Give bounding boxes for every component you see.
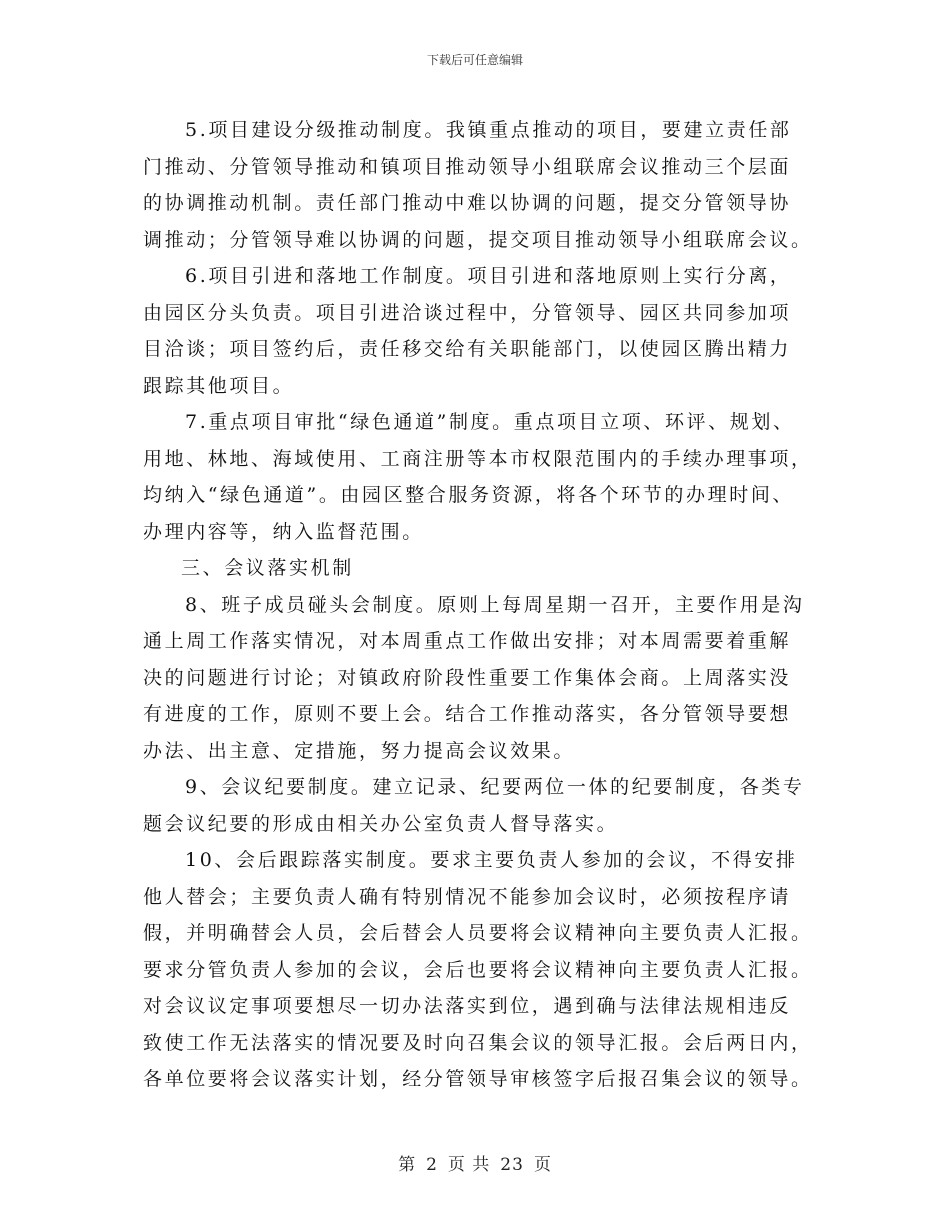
- footer-middle: 页 共: [447, 1155, 491, 1175]
- text-line: 各单位要将会议落实计划，经分管领导审核签字后报召集会议的领导。: [143, 1068, 813, 1090]
- text-line: 跟踪其他项目。: [143, 374, 295, 397]
- text-line: 他人替会；主要负责人确有特别情况不能参加会议时，必须按程序请: [143, 885, 792, 908]
- footer-prefix: 第: [398, 1155, 417, 1175]
- footer-suffix: 页: [533, 1155, 552, 1175]
- text-line: 要求分管负责人参加的会议，会后也要将会议精神向主要负责人汇报。: [143, 958, 813, 981]
- text-line: 致使工作无法落实的情况要及时向召集会议的领导汇报。会后两日内，: [143, 1031, 813, 1054]
- text-line: 均纳入“绿色通道”。由园区整合服务资源，将各个环节的办理时间、: [143, 484, 795, 506]
- text-line: 题会议纪要的形成由相关办公室负责人督导落实。: [143, 812, 619, 835]
- current-page-number: 2: [426, 1155, 438, 1175]
- text-line: 对会议议定事项要想尽一切办法落实到位，遇到确与法律法规相违反: [143, 995, 792, 1017]
- section-heading: 三、会议落实机制: [181, 557, 354, 579]
- text-line: 由园区分头负责。项目引进洽谈过程中，分管领导、园区共同参加项: [143, 301, 792, 324]
- document-body: [143, 112, 811, 1098]
- text-line: 有进度的工作，原则不要上会。结合工作推动落实，各分管领导要想: [143, 703, 792, 725]
- text-line: 决的问题进行讨论；对镇政府阶段性重要工作集体会商。上周落实没: [143, 666, 792, 689]
- text-line: 用地、林地、海域使用、工商注册等本市权限范围内的手续办理事项，: [143, 447, 813, 470]
- text-line: 6.项目引进和落地工作制度。项目引进和落地原则上实行分离，: [185, 265, 792, 287]
- page-footer: [0, 1154, 950, 1176]
- page-header: 下载后可任意编辑: [426, 53, 523, 67]
- text-line: 8、班子成员碰头会制度。原则上每周星期一召开，主要作用是沟: [185, 593, 805, 616]
- text-line: 目洽谈；项目签约后，责任移交给有关职能部门，以使园区腾出精力: [143, 338, 792, 360]
- text-line: 9、会议纪要制度。建立记录、纪要两位一体的纪要制度，各类专: [185, 776, 805, 798]
- text-line: 办法、出主意、定措施，努力提高会议效果。: [143, 739, 576, 762]
- text-line: 通上周工作落实情况，对本周重点工作做出安排；对本周需要着重解: [143, 630, 792, 652]
- text-line: 门推动、分管领导推动和镇项目推动领导小组联席会议推动三个层面: [143, 155, 792, 178]
- text-line: 办理内容等，纳入监督范围。: [143, 520, 424, 543]
- text-line: 7.重点项目审批“绿色通道”制度。重点项目立项、环评、规划、: [185, 411, 795, 433]
- text-line: 的协调推动机制。责任部门推动中难以协调的问题，提交分管领导协: [143, 192, 792, 214]
- text-line: 假，并明确替会人员，会后替会人员要将会议精神向主要负责人汇报。: [143, 922, 813, 944]
- text-line: 10、会后跟踪落实制度。要求主要负责人参加的会议，不得安排: [185, 849, 798, 871]
- text-line: 调推动；分管领导难以协调的问题，提交项目推动领导小组联席会议。: [143, 228, 813, 251]
- total-pages-number: 23: [500, 1155, 524, 1175]
- text-line: 5.项目建设分级推动制度。我镇重点推动的项目，要建立责任部: [185, 119, 792, 141]
